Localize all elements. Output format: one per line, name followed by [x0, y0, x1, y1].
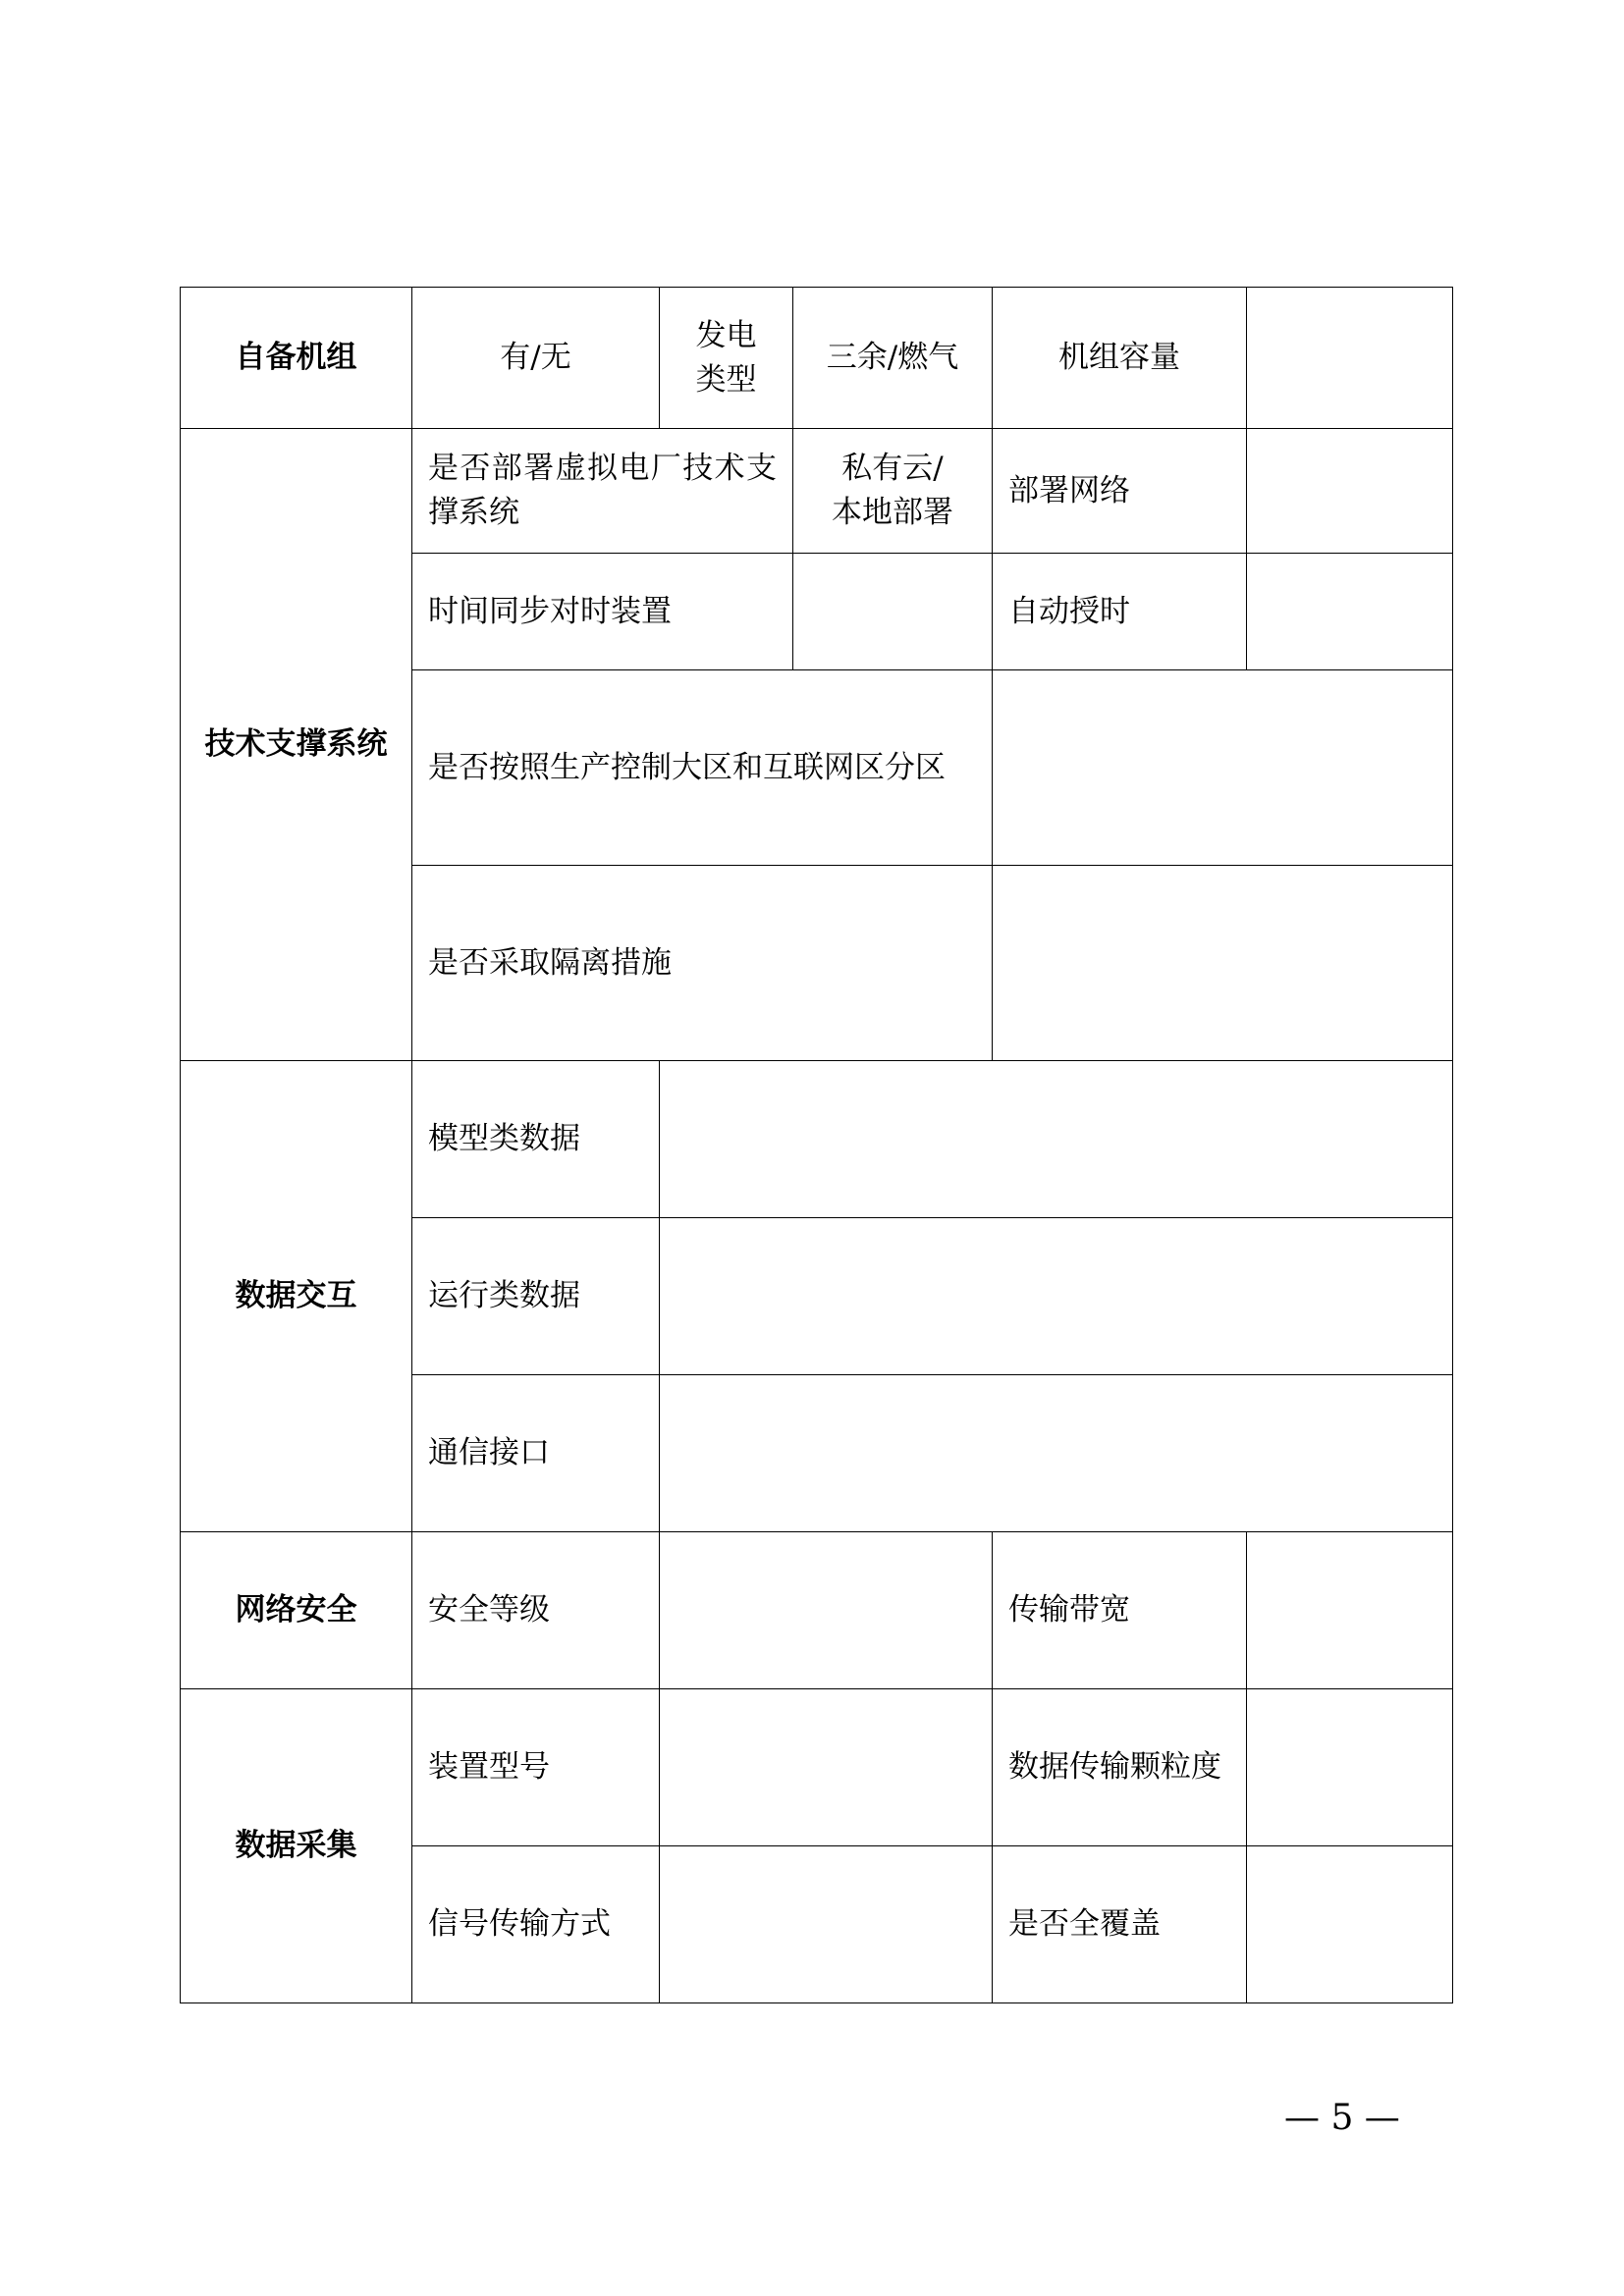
- auto-timing-value-cell[interactable]: [1247, 554, 1453, 670]
- gen-type-label: 发电 类型: [660, 288, 793, 429]
- vpp-question: 是否部署虚拟电厂技术支撑系统: [412, 429, 793, 554]
- comm-interface-label: 通信接口: [412, 1375, 660, 1532]
- isolation-question: 是否采取隔离措施: [412, 866, 993, 1061]
- run-data-value-cell[interactable]: [660, 1218, 1453, 1375]
- model-data-label: 模型类数据: [412, 1061, 660, 1218]
- signal-mode-label: 信号传输方式: [412, 1846, 660, 2003]
- comm-interface-value-cell[interactable]: [660, 1375, 1453, 1532]
- info-table: [180, 287, 1453, 2003]
- isolation-answer-cell[interactable]: [993, 866, 1453, 1061]
- signal-mode-value-cell[interactable]: [660, 1846, 993, 2003]
- granularity-label: 数据传输颗粒度: [993, 1689, 1247, 1846]
- zibei-value: 有/无: [412, 288, 660, 429]
- row-network-security: [181, 1532, 1453, 1689]
- deploy-mode: 私有云/ 本地部署: [793, 429, 993, 554]
- model-data-value-cell[interactable]: [660, 1061, 1453, 1218]
- auto-timing-label: 自动授时: [993, 554, 1247, 670]
- gen-type-value: 三余/燃气: [793, 288, 993, 429]
- row-device-model: [181, 1689, 1453, 1846]
- row-vpp: [181, 429, 1453, 554]
- bandwidth-value-cell[interactable]: [1247, 1532, 1453, 1689]
- row-model-data: [181, 1061, 1453, 1218]
- security-level-value-cell[interactable]: [660, 1532, 993, 1689]
- header-tech: 技术支撑系统: [181, 429, 412, 1061]
- page-number: — 5 —: [1284, 2098, 1400, 2138]
- header-data-collection: 数据采集: [181, 1689, 412, 2003]
- capacity-value-cell[interactable]: [1247, 288, 1453, 429]
- deploy-network-value-cell[interactable]: [1247, 429, 1453, 554]
- full-coverage-label: 是否全覆盖: [993, 1846, 1247, 2003]
- header-data-exchange: 数据交互: [181, 1061, 412, 1532]
- granularity-value-cell[interactable]: [1247, 1689, 1453, 1846]
- device-model-label: 装置型号: [412, 1689, 660, 1846]
- row-zibei: [181, 288, 1453, 429]
- device-model-value-cell[interactable]: [660, 1689, 993, 1846]
- time-sync-value-cell[interactable]: [793, 554, 993, 670]
- run-data-label: 运行类数据: [412, 1218, 660, 1375]
- capacity-label: 机组容量: [993, 288, 1247, 429]
- zone-question: 是否按照生产控制大区和互联网区分区: [412, 670, 993, 866]
- header-zibei: 自备机组: [181, 288, 412, 429]
- time-sync-label: 时间同步对时装置: [412, 554, 793, 670]
- deploy-network-label: 部署网络: [993, 429, 1247, 554]
- security-level-label: 安全等级: [412, 1532, 660, 1689]
- zone-answer-cell[interactable]: [993, 670, 1453, 866]
- full-coverage-value-cell[interactable]: [1247, 1846, 1453, 2003]
- bandwidth-label: 传输带宽: [993, 1532, 1247, 1689]
- header-network-security: 网络安全: [181, 1532, 412, 1689]
